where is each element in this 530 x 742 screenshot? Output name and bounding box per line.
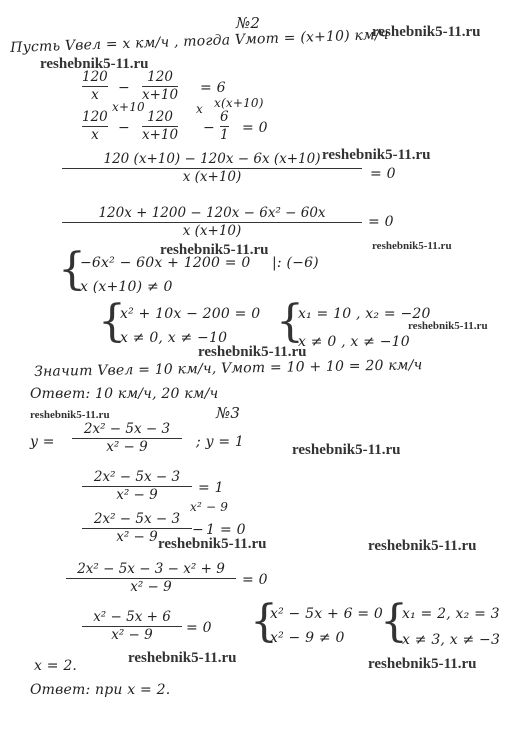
equation-rhs: = 0	[368, 214, 394, 230]
conclusion: Значит Vвел = 10 км/ч, Vмот = 10 + 10 = 20 км/ч	[34, 357, 423, 380]
equation-rhs: = 0	[186, 620, 212, 636]
system-brace: {	[250, 596, 278, 647]
task-2-intro: Пусть Vвел = x км/ч , тогда Vмот = (x+10) км/ч	[10, 26, 389, 56]
watermark: reshebnik5-11.ru	[160, 242, 269, 258]
watermark: reshebnik5-11.ru	[292, 442, 401, 458]
equation-rhs: = 0	[220, 522, 246, 538]
minus-sign: −	[118, 80, 130, 96]
equation-rhs: = 6	[200, 80, 226, 96]
task-2-number: №2	[236, 14, 261, 32]
answer: Ответ: при x = 2.	[30, 682, 171, 698]
fraction: 2x² − 5x − 3 x² − 9	[82, 470, 192, 503]
division-note: |: (−6)	[272, 255, 319, 271]
watermark: reshebnik5-11.ru	[368, 656, 477, 672]
equation-rhs: = 0	[242, 572, 268, 588]
equation-rhs: = 0	[242, 120, 268, 136]
system-equation: x² − 5x + 6 = 0	[270, 606, 384, 622]
fraction: 2x² − 5x − 3 x² − 9	[82, 512, 192, 545]
system-brace: {	[380, 596, 408, 647]
minus-sign: −	[203, 120, 215, 136]
task-3-number: №3	[216, 404, 241, 422]
multiplier-note: x+10	[112, 100, 145, 114]
watermark: reshebnik5-11.ru	[128, 650, 237, 666]
watermark: reshebnik5-11.ru	[408, 320, 488, 332]
condition: ; y = 1	[196, 434, 245, 450]
system-brace: {	[98, 296, 126, 347]
fraction: 2x² − 5x − 3 − x² + 9 x² − 9	[66, 562, 236, 595]
multiplier-note: x² − 9	[190, 500, 229, 514]
system-brace: {	[58, 244, 86, 295]
fraction: 120 (x+10) − 120x − 6x (x+10) x (x+10)	[62, 152, 362, 185]
watermark: reshebnik5-11.ru	[372, 240, 452, 252]
fraction: x² − 5x + 6 x² − 9	[82, 610, 182, 643]
equation-rhs: = 1	[198, 480, 224, 496]
fraction: 2x² − 5x − 3 x² − 9	[72, 422, 182, 455]
system-condition: x ≠ 0, x ≠ −10	[120, 330, 228, 346]
function-label: y =	[30, 434, 55, 450]
result: x = 2.	[34, 658, 78, 674]
system-brace: {	[276, 296, 304, 347]
watermark: reshebnik5-11.ru	[30, 409, 110, 421]
system-equation: −6x² − 60x + 1200 = 0	[80, 255, 251, 271]
watermark: reshebnik5-11.ru	[368, 538, 477, 554]
system-condition: x² − 9 ≠ 0	[270, 630, 345, 646]
system-equation: x² + 10x − 200 = 0	[120, 306, 261, 322]
watermark: reshebnik5-11.ru	[372, 24, 481, 40]
minus-sign: −	[118, 120, 130, 136]
fraction: 120 x	[82, 69, 108, 103]
multiplier-note: x	[196, 102, 203, 116]
equation-rhs: = 0	[370, 166, 396, 182]
watermark: reshebnik5-11.ru	[322, 147, 431, 163]
roots: x₁ = 2, x₂ = 3	[402, 606, 500, 622]
root-conditions: x ≠ 3, x ≠ −3	[402, 632, 501, 648]
fraction: 120 x+10	[142, 69, 179, 103]
watermark: reshebnik5-11.ru	[198, 344, 307, 360]
system-condition: x (x+10) ≠ 0	[80, 279, 173, 295]
watermark: reshebnik5-11.ru	[158, 536, 267, 552]
equation-term: 1	[206, 522, 216, 538]
fraction: 120 x+10	[142, 109, 179, 143]
roots: x₁ = 10 , x₂ = −20	[298, 306, 431, 322]
minus-sign: −	[192, 522, 204, 538]
root-conditions: x ≠ 0 , x ≠ −10	[298, 334, 410, 350]
fraction: 6 1	[220, 109, 229, 143]
answer: Ответ: 10 км/ч, 20 км/ч	[30, 386, 219, 402]
multiplier-note: x(x+10)	[214, 96, 264, 110]
fraction: 120x + 1200 − 120x − 6x² − 60x x (x+10)	[62, 206, 362, 239]
fraction: 120 x	[82, 109, 108, 143]
watermark: reshebnik5-11.ru	[40, 56, 149, 72]
